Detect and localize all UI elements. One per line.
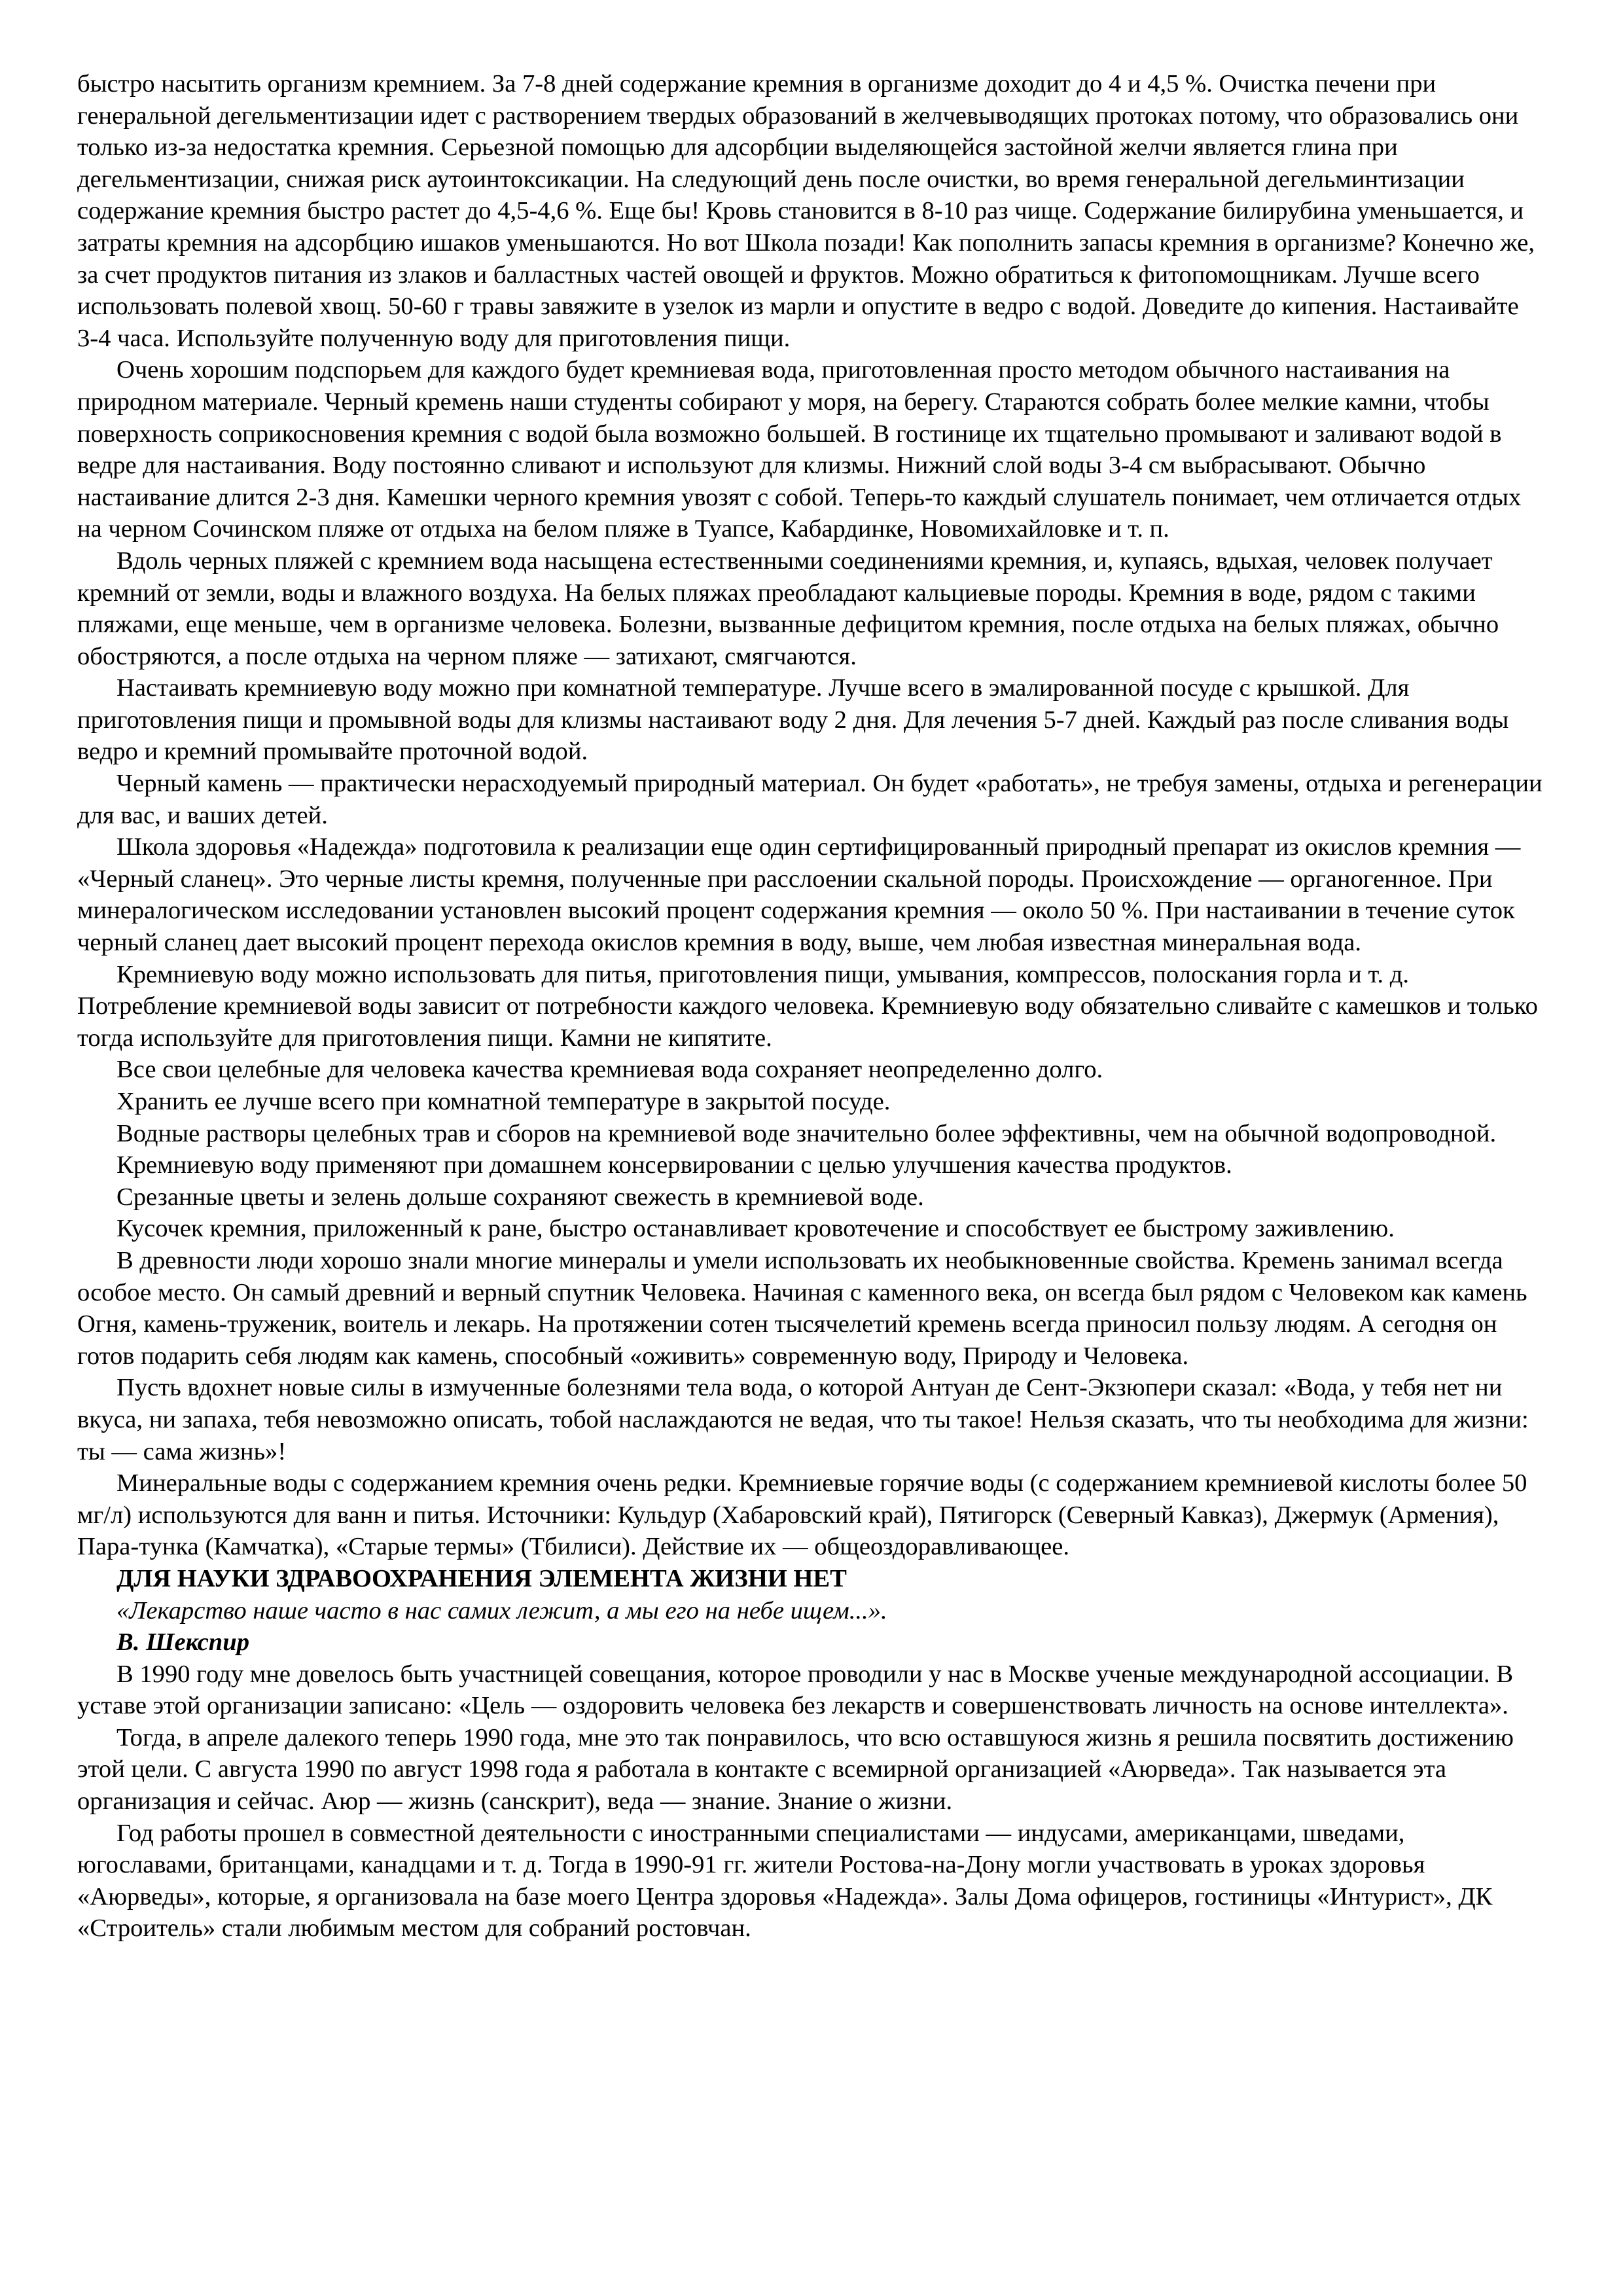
paragraph: В 1990 году мне довелось быть участницей совещания, которое проводили у нас в Москве ученые международной ассоциации. В уставе этой организации записано: «Цель — оздоровить человека без лекарств и совершенствовать личность на основе интеллекта». bbox=[77, 1660, 1514, 1720]
paragraph: Кремниевую воду применяют при домашнем консервировании с целью улучшения качества продуктов. bbox=[116, 1151, 1232, 1179]
epigraph: «Лекарство наше часто в нас самих лежит, а мы его на небе ищем...». bbox=[116, 1596, 887, 1624]
section-heading: ДЛЯ НАУКИ ЗДРАВООХРАНЕНИЯ ЭЛЕМЕНТА ЖИЗНИ НЕТ bbox=[116, 1564, 847, 1592]
paragraph: Пусть вдохнет новые силы в измученные болезнями тела вода, о которой Антуан де Сент-Экзюпери сказал: «Вода, у тебя нет ни вкуса, ни запаха, тебя невозможно описать, тобой наслаждаются не ведая, что ты такое! Нельзя сказать, что ты необходима для жизни: ты — сама жизнь»! bbox=[77, 1374, 1529, 1465]
paragraph: Минеральные воды с содержанием кремния очень редки. Кремниевые горячие воды (с содержанием кремниевой кислоты более 50 мг/л) используются для ванн и питья. Источники: Кульдур (Хабаровский край), Пятигорск (Северный Кавказ), Джермук (Армения), Пара-тунка (Камчатка), «Старые термы» (Тбилиси). Действие их — общеоздоравливающее. bbox=[77, 1469, 1527, 1561]
paragraph: Год работы прошел в совместной деятельности с иностранными специалистами — индусами, американцами, шведами, югославами, британцами, канадцами и т. д. Тогда в 1990-91 гг. жители Ростова-на-Дону могли участвовать в уроках здоровья «Аюрведы», которые, я организовала на базе моего Центра здоровья «Надежда». Залы Дома офицеров, гостиницы «Интурист», ДК «Строитель» стали любимым местом для собраний ростовчан. bbox=[77, 1819, 1493, 1943]
paragraph: Вдоль черных пляжей с кремнием вода насыщена естественными соединениями кремния, и, купаясь, вдыхая, человек получает кремний от земли, воды и влажного воздуха. На белых пляжах преобладают кальциевые породы. Кремния в воде, рядом с такими пляжами, еще меньше, чем в организме человека. Болезни, вызванные дефицитом кремния, после отдыха на белых пляжах, обычно обостряются, а после отдыха на черном пляже — затихают, смягчаются. bbox=[77, 547, 1499, 670]
paragraph: В древности люди хорошо знали многие минералы и умели использовать их необыкновенные свойства. Кремень занимал всегда особое место. Он самый древний и верный спутник Человека. Начиная с каменного века, он всегда был рядом с Человеком как камень Огня, камень-труженик, воитель и лекарь. На протяжении сотен тысячелетий кремень всегда приносил пользу людям. А сегодня он готов подарить себя людям как камень, способный «оживить» современную воду, Природу и Человека. bbox=[77, 1246, 1527, 1370]
epigraph-author: В. Шекспир bbox=[116, 1628, 249, 1657]
paragraph: Срезанные цветы и зелень дольше сохраняют свежесть в кремниевой воде. bbox=[116, 1183, 924, 1211]
paragraph: Кремниевую воду можно использовать для питья, приготовления пищи, умывания, компрессов, полоскания горла и т. д. Потребление кремниевой воды зависит от потребности каждого человека. Кремниевую воду обязательно сливайте с камешков и только тогда используйте для приготовления пищи. Камни не кипятите. bbox=[77, 960, 1538, 1052]
paragraph: Очень хорошим подспорьем для каждого будет кремниевая вода, приготовленная просто методом обычного настаивания на природном материале. Черный кремень наши студенты собирают у моря, на берегу. Стараются собрать более мелкие камни, чтобы поверхность соприкосновения кремния с водой была возможно большей. В гостинице их тщательно промывают и заливают водой в ведре для настаивания. Воду постоянно сливают и используют для клизмы. Нижний слой воды 3-4 см выбрасывают. Обычно настаивание длится 2-3 дня. Камешки черного кремния увозят с собой. Теперь-то каждый слушатель понимает, чем отличается отдых на черном Сочинском пляже от отдыха на белом пляже в Туапсе, Кабардинке, Новомихайловке и т. п. bbox=[77, 356, 1522, 543]
paragraph: Настаивать кремниевую воду можно при комнатной температуре. Лучше всего в эмалированной посуде с крышкой. Для приготовления пищи и промывной воды для клизмы настаивают воду 2 дня. Для лечения 5-7 дней. Каждый раз после сливания воды ведро и кремний промывайте проточной водой. bbox=[77, 674, 1509, 766]
paragraph: Водные растворы целебных трав и сборов на кремниевой воде значительно более эффективны, чем на обычной водопроводной. bbox=[116, 1119, 1497, 1147]
paragraph: Черный камень — практически нерасходуемый природный материал. Он будет «работать», не требуя замены, отдыха и регенерации для вас, и ваших детей. bbox=[77, 770, 1543, 829]
paragraph: Все свои целебные для человека качества кремниевая вода сохраняет неопределенно долго. bbox=[116, 1056, 1103, 1084]
paragraph: быстро насытить организм кремнием. За 7-8 дней содержание кремния в организме доходит до 4 и 4,5 %. Очистка печени при генеральной дегельментизации идет с растворением твердых образований в желчевыводящих протоках потому, что образовались они только из-за недостатка кремния. Серьезной помощью для адсорбции выделяющейся застойной желчи является глина при дегельментизации, снижая риск аутоинтоксикации. На следующий день после очистки, во время генеральной дегельминтизации содержание кремния быстро растет до 4,5-4,6 %. Еще бы! Кровь становится в 8-10 раз чище. Содержание билирубина уменьшается, и затраты кремния на адсорбцию ишаков уменьшаются. Но вот Школа позади! Как пополнить запасы кремния в организме? Конечно же, за счет продуктов питания из злаков и балластных частей овощей и фруктов. Можно обратиться к фитопомощникам. Лучше всего использовать полевой хвощ. 50-60 г травы завяжите в узелок из марли и опустите в ведро с водой. Доведите до кипения. Настаивайте 3-4 часа. Используйте полученную воду для приготовления пищи. bbox=[77, 70, 1535, 352]
paragraph: Школа здоровья «Надежда» подготовила к реализации еще один сертифицированный природный препарат из окислов кремния — «Черный сланец». Это черные листы кремня, полученные при расслоении скальной породы. Происхождение — органогенное. При минералогическом исследовании установлен высокий процент содержания кремния — около 50 %. При настаивании в течение суток черный сланец дает высокий процент перехода окислов кремния в воду, выше, чем любая известная минеральная вода. bbox=[77, 833, 1521, 957]
paragraph: Кусочек кремния, приложенный к ране, быстро останавливает кровотечение и способствует ее быстрому заживлению. bbox=[116, 1215, 1395, 1243]
paragraph: Хранить ее лучше всего при комнатной температуре в закрытой посуде. bbox=[116, 1088, 891, 1115]
document-page bbox=[77, 68, 1546, 1945]
paragraph: Тогда, в апреле далекого теперь 1990 года, мне это так понравилось, что всю оставшуюся жизнь я решила посвятить достижению этой цели. С августа 1990 по август 1998 года я работала в контакте с всемирной организацией «Аюрведа». Так называется эта организация и сейчас. Аюр — жизнь (санскрит), веда — знание. Знание о жизни. bbox=[77, 1723, 1514, 1816]
